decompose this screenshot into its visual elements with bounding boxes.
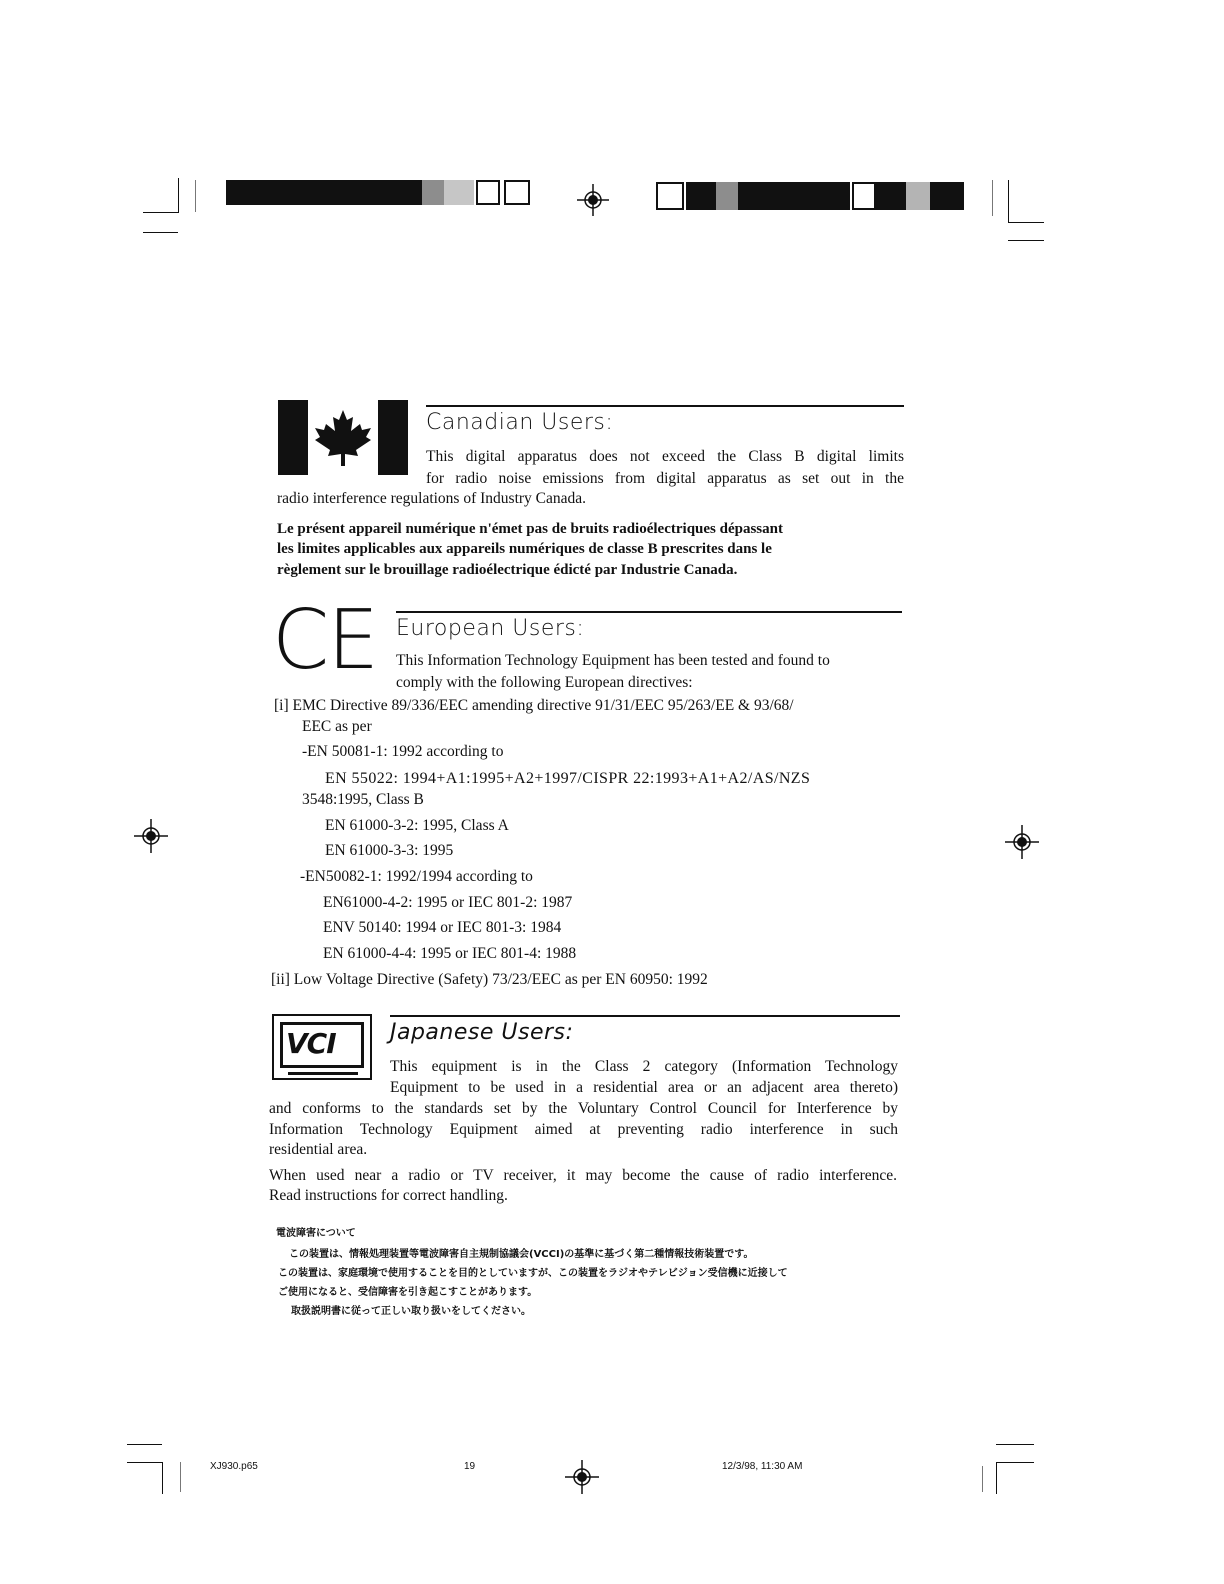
registration-target-bottom-icon <box>565 1460 599 1494</box>
directive-line-11: EN 61000-4-4: 1995 or IEC 801-4: 1988 <box>323 945 577 962</box>
europe-intro-line-2: comply with the following European directives: <box>396 674 693 691</box>
registration-target-icon <box>577 184 609 216</box>
registration-target-right-icon <box>1005 825 1039 859</box>
vcci-logo <box>272 1014 372 1080</box>
canada-title-rule <box>426 405 904 407</box>
footer-filename: XJ930.p65 <box>210 1461 258 1472</box>
japan-title: Japanese Users: <box>390 1020 574 1045</box>
japan-jp-line-4: 取扱説明書に従って正しい取り扱いをしてください。 <box>291 1306 531 1317</box>
directive-line-10: ENV 50140: 1994 or IEC 801-3: 1984 <box>323 919 562 936</box>
japan-en-line-5: residential area. <box>269 1141 368 1158</box>
japan-jp-heading: 電波障害について <box>276 1228 356 1239</box>
japan-jp-line-3: ご使用になると、受信障害を引き起こすことがあります。 <box>278 1287 538 1298</box>
directive-line-5: 3548:1995, Class B <box>302 791 424 808</box>
japan-en-line-2: Equipment to be used in a residential area or an adjacent area thereto) <box>390 1079 898 1096</box>
canada-flag-logo <box>278 400 408 475</box>
japan-en-line-6: When used near a radio or TV receiver, it may become the cause of radio interference. <box>269 1167 897 1184</box>
footer-page-number: 19 <box>464 1461 476 1472</box>
japan-jp-line-2: この装置は、家庭環境で使用することを目的としていますが、この装置をラジオやテレビジョン受信機に近接して <box>278 1268 788 1279</box>
japan-en-line-1: This equipment is in the Class 2 category (Information Technology <box>390 1058 898 1075</box>
europe-title-rule <box>396 611 902 613</box>
registration-target-left-icon <box>134 819 168 853</box>
footer-datetime: 12/3/98, 11:30 AM <box>722 1461 803 1472</box>
directive-line-9: EN61000-4-2: 1995 or IEC 801-2: 1987 <box>323 894 573 911</box>
canada-title: Canadian Users: <box>426 410 614 435</box>
europe-intro-line-1: This Information Technology Equipment has been tested and found to <box>396 652 830 669</box>
directive-line-1: [i] EMC Directive 89/336/EEC amending directive 91/31/EEC 95/263/EE & 93/68/ <box>274 697 794 714</box>
canada-en-line-2: for radio noise emissions from digital apparatus as set out in the <box>426 470 904 487</box>
directive-line-3: -EN 50081-1: 1992 according to <box>302 743 504 760</box>
ce-mark-logo: CE <box>272 593 378 688</box>
directive-line-6: EN 61000-3-2: 1995, Class A <box>325 817 509 834</box>
japan-en-line-3: and conforms to the standards set by the Voluntary Control Council for Interference by <box>269 1100 898 1117</box>
directive-line-4: EN 55022: 1994+A1:1995+A2+1997/CISPR 22:1993+A1+A2/AS/NZS <box>325 770 811 787</box>
japan-title-rule <box>390 1015 900 1017</box>
canada-en-line-1: This digital apparatus does not exceed the Class B digital limits <box>426 448 904 465</box>
directive-line-12: [ii] Low Voltage Directive (Safety) 73/23/EEC as per EN 60950: 1992 <box>271 971 708 988</box>
japan-en-line-4: Information Technology Equipment aimed at preventing radio interference in such <box>269 1121 898 1138</box>
europe-title: European Users: <box>396 616 585 641</box>
canada-en-line-3: radio interference regulations of Industry Canada. <box>277 490 587 507</box>
directive-line-7: EN 61000-3-3: 1995 <box>325 842 454 859</box>
directive-line-2: EEC as per <box>302 718 372 735</box>
japan-jp-line-1: この装置は、情報処理装置等電波障害自主規制協議会(VCCI)の基準に基づく第二種情報技術装置です。 <box>289 1249 754 1260</box>
japan-en-line-7: Read instructions for correct handling. <box>269 1187 508 1204</box>
canada-fr-line-2: les limites applicables aux appareils numériques de classe B prescrites dans le <box>277 541 772 557</box>
canada-fr-line-1: Le présent appareil numérique n'émet pas de bruits radioélectriques dépassant <box>277 521 783 537</box>
vcci-logo-text: VCI <box>286 1027 336 1060</box>
directive-line-8: -EN50082-1: 1992/1994 according to <box>300 868 533 885</box>
canada-fr-line-3: règlement sur le brouillage radioélectrique édicté par Industrie Canada. <box>277 562 738 578</box>
